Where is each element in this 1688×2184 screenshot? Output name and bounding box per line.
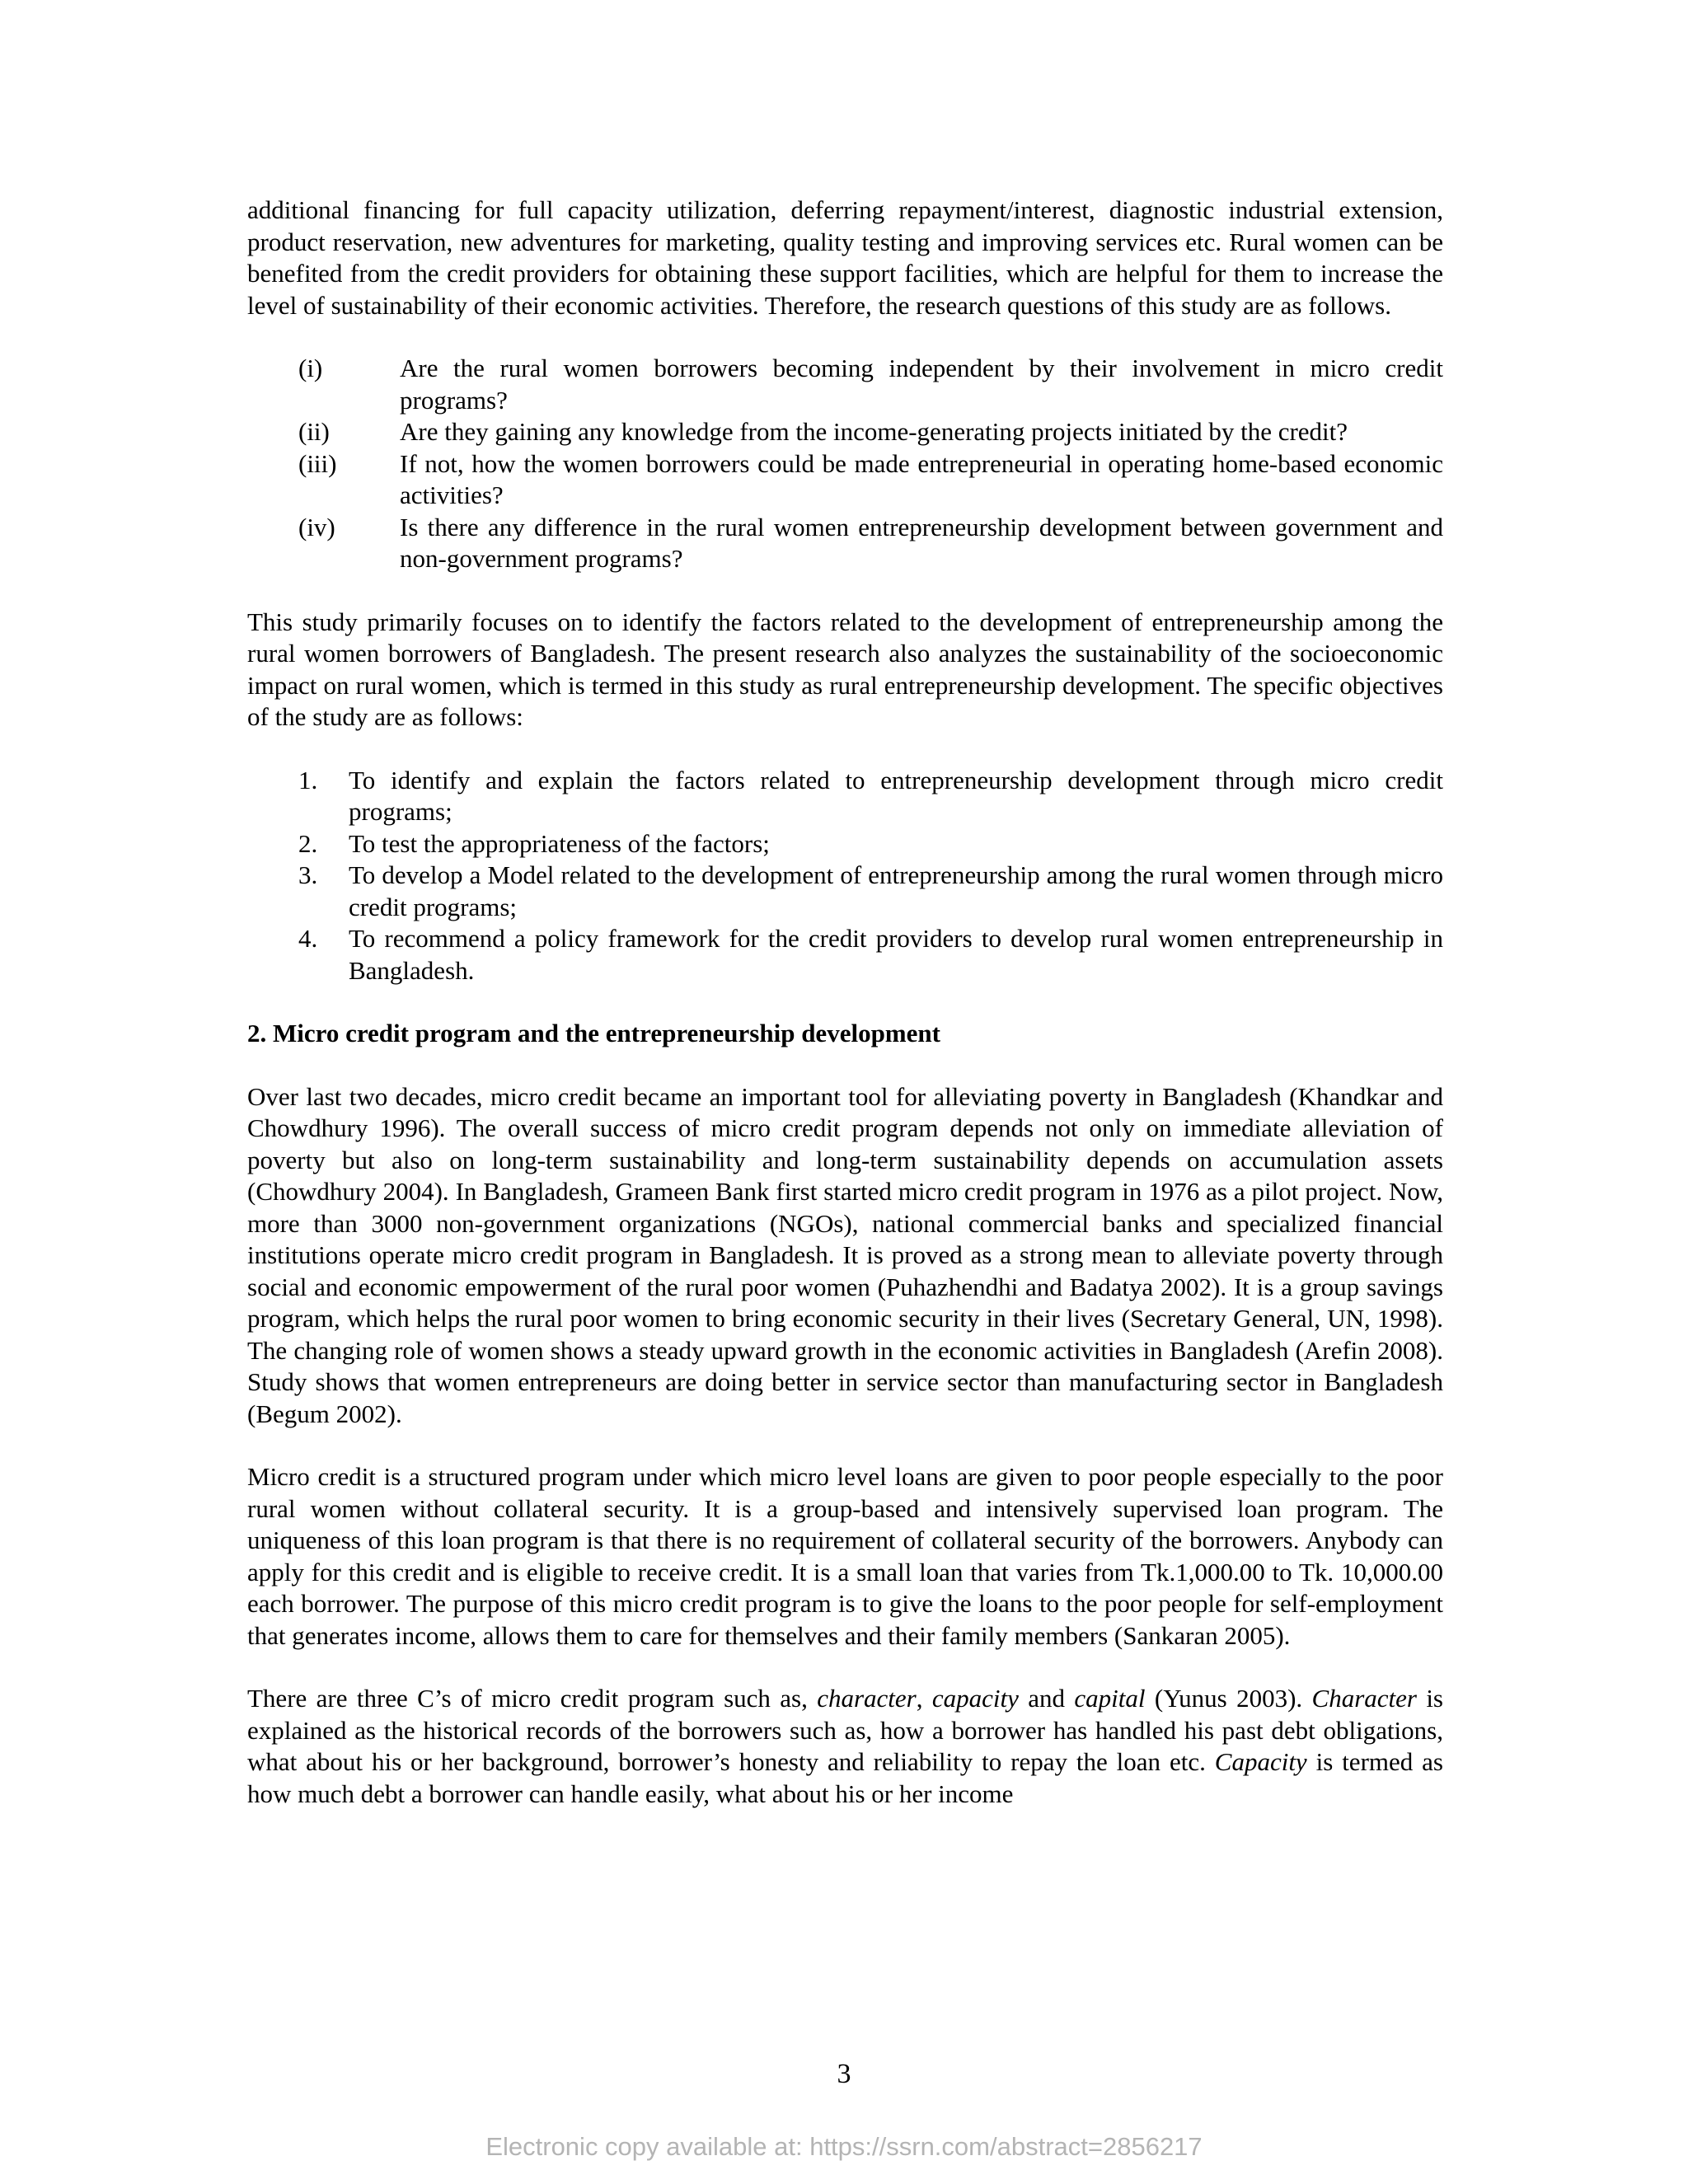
- paragraph-micro-credit-definition: Micro credit is a structured program under which micro level loans are given to poor people especially to the poor rural women without collateral security. It is a group-based and intensively supervised loan program. The uniqueness of this loan program is that there is no requirement of collateral security of the borrowers. Anybody can apply for this credit and is eligible to receive credit. It is a small loan that varies from Tk.1,000.00 to Tk. 10,000.00 each borrower. The purpose of this micro credit program is to give the loans to the poor people for self-employment that generates income, allows them to care for themselves and their family members (Sankaran 2005).: [247, 1462, 1443, 1650]
- text-run: There are three C’s of micro credit program such as,: [247, 1684, 818, 1713]
- text-run: (Yunus 2003).: [1145, 1684, 1312, 1713]
- list-marker: (iv): [298, 512, 335, 541]
- page-body: [247, 194, 1443, 1810]
- list-item-text: Are the rural women borrowers becoming independent by their involvement in micro credit programs?: [400, 354, 1443, 415]
- paragraph-micro-credit-history: Over last two decades, micro credit became an important tool for alleviating poverty in Bangladesh (Khandkar and Chowdhury 1996). The overall success of micro credit program depends not only on immediate alleviation of poverty but also on long-term sustainability and long-term sustainability depends on accumulation assets (Chowdhury 2004). In Bangladesh, Grameen Bank first started micro credit program in 1976 as a pilot project. Now, more than 3000 non-government organizations (NGOs), national commercial banks and specialized financial institutions operate micro credit program in Bangladesh. It is proved as a strong mean to alleviate poverty through social and economic empowerment of the rural poor women (Puhazhendhi and Badatya 2002). It is a group savings program, which helps the rural poor women to bring economic security in their lives (Secretary General, UN, 1998). The changing role of women shows a steady upward growth in the economic activities in Bangladesh (Arefin 2008). Study shows that women entrepreneurs are doing better in service sector than manufacturing sector in Bangladesh (Begum 2002).: [247, 1081, 1443, 1428]
- list-item-text: Are they gaining any knowledge from the income-generating projects initiated by the credit?: [400, 417, 1348, 446]
- list-item-text: To test the appropriateness of the factors;: [349, 828, 770, 858]
- list-marker: (iii): [298, 448, 337, 478]
- section-heading: 2. Micro credit program and the entrepreneurship development: [247, 1019, 940, 1047]
- research-questions-list: [247, 353, 1443, 575]
- paragraph-three-cs: [247, 1683, 1443, 1810]
- list-item-text: Is there any difference in the rural women entrepreneurship development between government and non-government programs?: [400, 512, 1443, 573]
- list-item: [247, 512, 1443, 575]
- list-item: [247, 923, 1443, 987]
- text-run: and: [1018, 1684, 1075, 1713]
- paragraph-intro: additional financing for full capacity utilization, deferring repayment/interest, diagnostic industrial extension, product reservation, new adventures for marketing, quality testing and improving services etc. Rural women can be benefited from the credit providers for obtaining these support facilities, which are helpful for them to increase the level of sustainability of their economic activities. Therefore, the research questions of this study are as follows.: [247, 195, 1443, 320]
- list-marker: 3.: [298, 860, 318, 889]
- list-item: [247, 416, 1443, 448]
- list-item: [247, 765, 1443, 828]
- italic-term: capacity: [931, 1684, 1019, 1713]
- objectives-list: [247, 765, 1443, 987]
- list-marker: (ii): [298, 417, 330, 446]
- list-item-text: To develop a Model related to the development of entrepreneurship among the rural women through micro credit programs;: [349, 860, 1443, 921]
- list-item-text: If not, how the women borrowers could be made entrepreneurial in operating home-based economic activities?: [400, 448, 1443, 509]
- text-run: ,: [916, 1684, 932, 1713]
- italic-term: character: [817, 1684, 917, 1713]
- list-item: [247, 353, 1443, 416]
- italic-term: capital: [1074, 1684, 1146, 1713]
- italic-term: Capacity: [1214, 1747, 1307, 1776]
- ssrn-footer: Electronic copy available at: https://ssrn.com/abstract=2856217: [485, 2132, 1203, 2161]
- italic-term: Character: [1311, 1684, 1417, 1713]
- list-item: [247, 860, 1443, 923]
- list-marker: 2.: [298, 828, 318, 858]
- list-item-text: To recommend a policy framework for the credit providers to develop rural women entrepreneurship in Bangladesh.: [349, 924, 1443, 985]
- text-run: is termed as how much debt a borrower can handle easily, what about his or her income: [247, 1747, 1443, 1808]
- list-item: [247, 448, 1443, 512]
- list-marker: (i): [298, 354, 323, 382]
- page-number: 3: [837, 2059, 851, 2089]
- list-marker: 4.: [298, 924, 318, 953]
- text-run: is explained as the historical records of the borrowers such as, how a borrower has handled his past debt obligations, what about his or her background, borrower’s honesty and reliability to repay the loan etc.: [247, 1684, 1443, 1776]
- list-item-text: To identify and explain the factors related to entrepreneurship development through micro credit programs;: [349, 765, 1443, 826]
- list-item: [247, 828, 1443, 860]
- paragraph-study-focus: This study primarily focuses on to identify the factors related to the development of entrepreneurship among the rural women borrowers of Bangladesh. The present research also analyzes the sustainability of the socioeconomic impact on rural women, which is termed in this study as rural entrepreneurship development. The specific objectives of the study are as follows:: [247, 607, 1443, 731]
- list-marker: 1.: [298, 765, 318, 794]
